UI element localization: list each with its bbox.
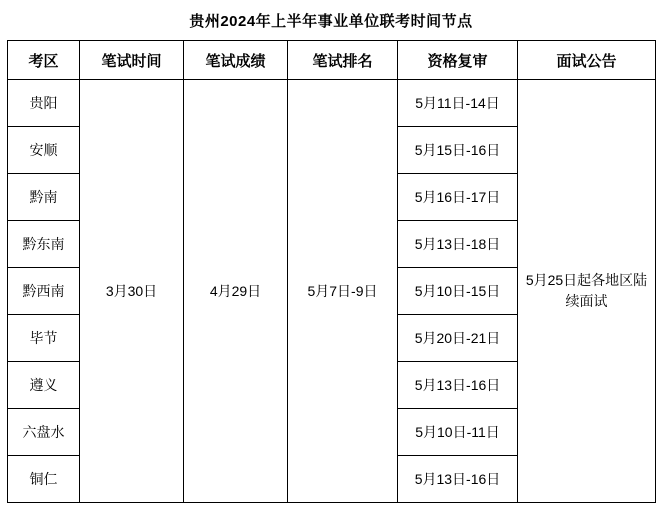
review-cell: 5月20日-21日 <box>398 315 518 362</box>
column-header-written-score: 笔试成绩 <box>184 41 288 80</box>
review-cell: 5月13日-18日 <box>398 221 518 268</box>
review-cell: 5月15日-16日 <box>398 127 518 174</box>
table-header-row <box>8 41 656 80</box>
review-cell: 5月10日-11日 <box>398 409 518 456</box>
region-cell: 安顺 <box>8 127 80 174</box>
written-time-cell: 3月30日 <box>80 80 184 503</box>
region-cell: 黔东南 <box>8 221 80 268</box>
review-cell: 5月13日-16日 <box>398 362 518 409</box>
column-header-written-time: 笔试时间 <box>80 41 184 80</box>
region-cell: 黔南 <box>8 174 80 221</box>
table-row <box>8 80 656 127</box>
column-header-region: 考区 <box>8 41 80 80</box>
review-cell: 5月13日-16日 <box>398 456 518 503</box>
page-title: 贵州2024年上半年事业单位联考时间节点 <box>189 12 473 30</box>
region-cell: 黔西南 <box>8 268 80 315</box>
document-title-bar <box>0 0 662 40</box>
written-rank-cell: 5月7日-9日 <box>288 80 398 503</box>
region-cell: 遵义 <box>8 362 80 409</box>
region-cell: 毕节 <box>8 315 80 362</box>
region-cell: 贵阳 <box>8 80 80 127</box>
review-cell: 5月10日-15日 <box>398 268 518 315</box>
region-cell: 六盘水 <box>8 409 80 456</box>
interview-notice-cell: 5月25日起各地区陆续面试 <box>518 80 656 503</box>
column-header-review: 资格复审 <box>398 41 518 80</box>
review-cell: 5月16日-17日 <box>398 174 518 221</box>
column-header-written-rank: 笔试排名 <box>288 41 398 80</box>
region-cell: 铜仁 <box>8 456 80 503</box>
review-cell: 5月11日-14日 <box>398 80 518 127</box>
exam-schedule-table <box>7 40 656 503</box>
column-header-interview: 面试公告 <box>518 41 656 80</box>
written-score-cell: 4月29日 <box>184 80 288 503</box>
